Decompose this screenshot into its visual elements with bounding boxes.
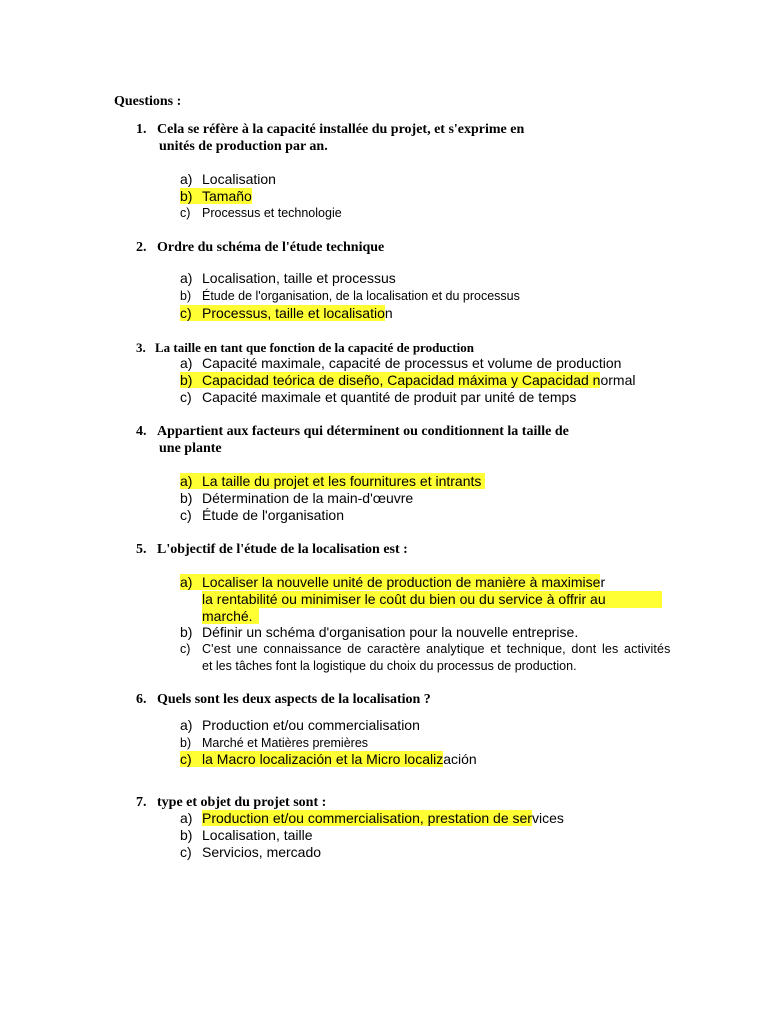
q1-option-a [180, 171, 276, 188]
option-text: Production et/ou commercialisation, prestation de ser [202, 810, 532, 826]
questions-heading: Questions : [114, 94, 182, 109]
option-text: la Macro localización et la Micro localiz [202, 751, 444, 767]
highlighted-answer [202, 810, 532, 826]
option-letter: b) [180, 372, 193, 388]
question-text: Quels sont les deux aspects de la localisation ? [157, 692, 431, 707]
option-letter: c) [180, 751, 192, 767]
option-text: Définir un schéma d'organisation pour la nouvelle entreprise. [202, 624, 579, 640]
question-number: 5. [136, 542, 147, 557]
option-text-continued: marché. [202, 608, 259, 624]
option-text-continued: la rentabilité ou minimiser le coût du bien ou du service à offrir au [202, 591, 662, 608]
question-text: La taille en tant que fonction de la capacité de production [155, 340, 474, 355]
option-text: Localiser la nouvelle unité de production de manière à maximise [202, 574, 601, 590]
q6-option-a [180, 717, 420, 734]
highlighted-answer [180, 372, 600, 388]
option-letter: b) [180, 827, 193, 843]
option-text-rest: r [600, 574, 606, 590]
question-number: 2. [136, 240, 147, 255]
option-text: Servicios, mercado [202, 844, 322, 860]
q6-option-b [180, 735, 368, 752]
question-4 [136, 423, 569, 457]
question-2 [136, 239, 384, 256]
question-number: 4. [136, 424, 147, 439]
option-text-rest: n [384, 305, 393, 321]
option-text: Étude de l'organisation, de la localisation et du processus [202, 289, 520, 303]
option-text: Étude de l'organisation [202, 507, 344, 523]
question-6 [136, 691, 431, 708]
q4-option-b [180, 490, 413, 507]
q3-option-a [180, 355, 621, 372]
option-text: Processus, taille et localisatio [202, 305, 385, 321]
option-letter: c) [180, 206, 191, 220]
option-letter: a) [180, 355, 193, 371]
option-letter: c) [180, 642, 191, 656]
option-text-rest: vices [531, 810, 564, 826]
option-text: Détermination de la main-d'œuvre [202, 490, 414, 506]
q5-option-a-line-2 [202, 591, 662, 608]
highlighted-answer [180, 188, 252, 204]
q7-option-c [180, 844, 321, 861]
option-letter: b) [180, 624, 193, 640]
highlighted-answer [180, 305, 385, 321]
option-text: Marché et Matières premières [202, 736, 369, 750]
q1-option-c [180, 205, 342, 222]
option-text: La taille du projet et les fournitures et intrants [202, 473, 482, 489]
option-letter: a) [180, 810, 193, 826]
question-number: 1. [136, 122, 147, 137]
q6-option-c [180, 751, 477, 768]
q3-option-c [180, 389, 576, 406]
q4-option-c [180, 507, 344, 524]
option-letter: a) [180, 717, 193, 733]
question-text: Ordre du schéma de l'étude technique [157, 240, 385, 255]
q5-option-b [180, 624, 578, 641]
q3-option-b [180, 372, 635, 389]
q5-option-c [180, 641, 671, 658]
question-1 [136, 121, 524, 155]
option-letter: c) [180, 305, 192, 321]
q7-option-b [180, 827, 313, 844]
option-letter: c) [180, 844, 192, 860]
question-3 [136, 339, 474, 356]
q2-option-a [180, 270, 396, 287]
q5-option-a [180, 574, 605, 591]
option-letter: b) [180, 490, 193, 506]
question-5 [136, 541, 408, 558]
highlighted-answer [180, 574, 600, 590]
q7-option-a [180, 810, 564, 827]
option-text: Tamaño [202, 188, 252, 204]
option-letter: a) [180, 473, 193, 489]
question-text-continued: une plante [159, 441, 222, 456]
option-text: Capacité maximale, capacité de processus et volume de production [202, 355, 622, 371]
option-text: Localisation, taille et processus [202, 270, 396, 286]
option-text: Localisation, taille [202, 827, 313, 843]
q2-option-b [180, 288, 520, 305]
option-text-continued: et les tâches font la logistique du choix du processus de production. [202, 659, 577, 673]
q1-option-b [180, 188, 252, 205]
question-text: Appartient aux facteurs qui déterminent ou conditionnent la taille de [157, 424, 569, 439]
question-7 [136, 794, 326, 811]
option-letter: c) [180, 507, 192, 523]
option-text-rest: ormal [600, 372, 636, 388]
question-number: 3. [136, 340, 146, 355]
option-text: Processus et technologie [202, 206, 342, 220]
q5-option-a-line-3 [202, 608, 259, 625]
question-number: 7. [136, 795, 147, 810]
option-letter: a) [180, 171, 193, 187]
option-text: Capacidad teórica de diseño, Capacidad máxima y Capacidad n [202, 372, 601, 388]
option-letter: a) [180, 270, 193, 286]
highlighted-answer [180, 473, 485, 489]
option-text: Production et/ou commercialisation [202, 717, 420, 733]
question-text-continued: unités de production par an. [159, 139, 328, 154]
option-letter: c) [180, 389, 192, 405]
q4-option-a [180, 473, 485, 490]
q5-option-c-line-2 [202, 658, 577, 675]
option-letter: a) [180, 574, 193, 590]
q2-option-c [180, 305, 393, 322]
option-text: C'est une connaissance de caractère analytique et technique, dont les activités [202, 642, 671, 656]
question-text: Cela se réfère à la capacité installée du projet, et s'exprime en [157, 122, 525, 137]
option-letter: b) [180, 289, 192, 303]
question-number: 6. [136, 692, 147, 707]
option-text: Capacité maximale et quantité de produit par unité de temps [202, 389, 577, 405]
option-text: Localisation [202, 171, 276, 187]
highlighted-answer [180, 751, 443, 767]
question-text: L'objectif de l'étude de la localisation est : [157, 542, 408, 557]
option-letter: b) [180, 188, 193, 204]
option-letter: b) [180, 736, 192, 750]
question-text: type et objet du projet sont : [157, 795, 327, 810]
option-text-rest: ación [443, 751, 477, 767]
